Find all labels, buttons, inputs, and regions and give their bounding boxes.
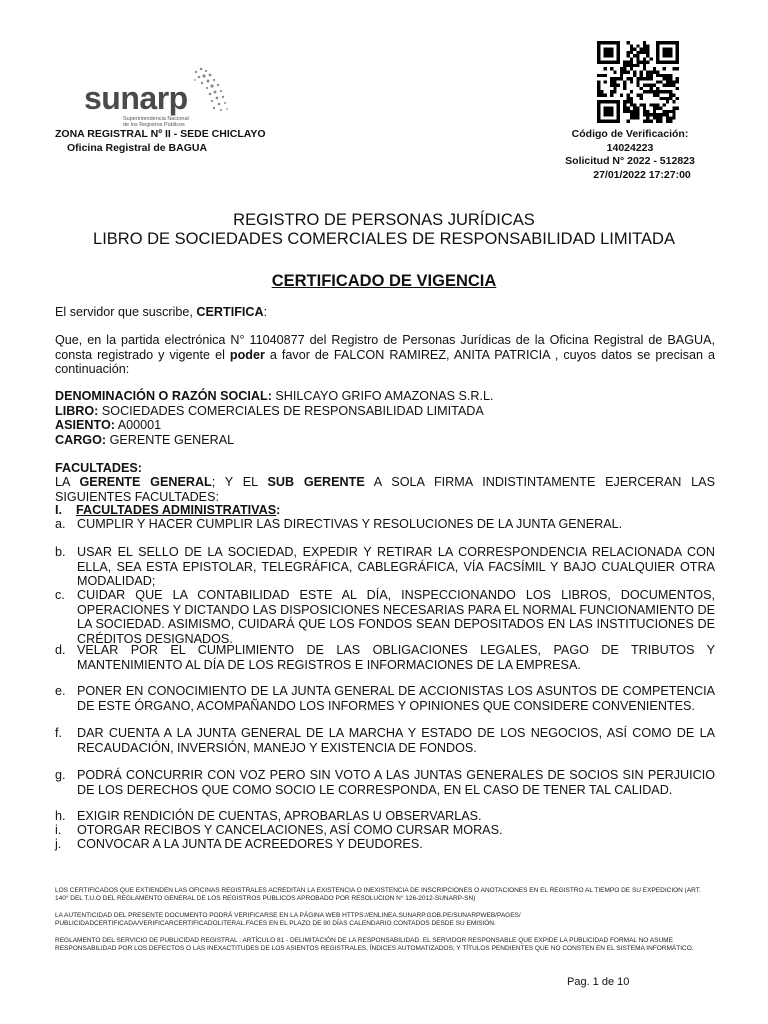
list-item	[55, 684, 715, 713]
field-label: LIBRO:	[55, 403, 99, 418]
item-text: PODRÁ CONCURRIR CON VOZ PERO SIN VOTO A LAS JUNTAS GENERALES DE SOCIOS SIN PERJUICIO DE LOS DERECHOS QUE COMO SOCIO LE CORRESPONDA, EN EL CASO DE TENER TAL CALIDAD.	[77, 768, 715, 797]
page-number: Pag. 1 de 10	[567, 976, 630, 988]
item-marker: c.	[55, 588, 65, 602]
item-text: DAR CUENTA A LA JUNTA GENERAL DE LA MARCHA Y ESTADO DE LOS NEGOCIOS, ASÍ COMO DE LA RECAUDACIÓN, INVERSIÓN, MANEJO Y EXISTENCIA DE FONDOS.	[77, 726, 715, 755]
poder-word: poder	[229, 347, 265, 362]
list-item	[55, 726, 715, 755]
solicitud-number: Solicitud N° 2022 - 512823	[565, 155, 695, 167]
item-marker: i.	[55, 823, 62, 837]
item-text: CUMPLIR Y HACER CUMPLIR LAS DIRECTIVAS Y RESOLUCIONES DE LA JUNTA GENERAL.	[77, 517, 623, 531]
sub-gerente-bold: SUB GERENTE	[267, 475, 365, 489]
field-label: CARGO:	[55, 432, 107, 447]
que-paragraph	[55, 333, 715, 377]
sunarp-logo	[84, 66, 234, 126]
item-marker: b.	[55, 545, 66, 559]
item-text: EXIGIR RENDICIÓN DE CUENTAS, APROBARLAS U OBSERVARLAS.	[77, 809, 482, 823]
qr-code-icon	[597, 41, 679, 123]
footer-note-certificados: LOS CERTIFICADOS QUE EXTIENDEN LAS OFICINAS REGISTRALES ACREDITAN LA EXISTENCIA O INEXISTENCIA DE INSCRIPCIONES O ANOTACIONES EN EL REGISTRO AL TIEMPO DE SU EXPEDICION (ART. 140° DEL T.U.O DEL REGLAMENTO GENERAL DE LOS REGISTROS PUBLICOS APROBADO POR RESOLUCION N° 126-2012-SUNARP-SN)	[55, 887, 701, 902]
list-item	[55, 768, 715, 797]
footer-note-reglamento: REGLAMENTO DEL SERVICIO DE PUBLICIDAD REGISTRAL : ARTÍCULO 81 - DELIMITACIÓN DE LA RESPONSABILIDAD. EL SERVIDOR RESPONSABLE QUE EXPIDE LA PUBLICIDAD FORMAL NO ASUME RESPONSABILIDAD POR LOS DEFECTOS O LAS INEXACTITUDES DE LOS ASIENTOS REGISTRALES, ÍNDICES AUTOMATIZADOS, Y TÍTULOS PENDIENTES QUE NO CONSTEN EN EL SISTEMA INFORMÁTICO.	[55, 937, 694, 952]
field-value: GERENTE GENERAL	[106, 432, 235, 447]
field-value: SOCIEDADES COMERCIALES DE RESPONSABILIDAD LIMITADA	[98, 403, 484, 418]
field-cargo	[55, 433, 715, 448]
facultades-text: LA	[55, 475, 80, 489]
list-item	[55, 837, 715, 852]
item-marker: d.	[55, 643, 66, 657]
list-item	[55, 545, 715, 589]
registry-title: REGISTRO DE PERSONAS JURÍDICAS	[233, 211, 535, 229]
que-text-end: a favor de FALCON RAMIREZ, ANITA PATRICIA , cuyos datos se precisan a continuación:	[55, 347, 715, 376]
field-label: ASIENTO:	[55, 418, 115, 432]
logo-dots-icon	[192, 66, 234, 116]
que-text-start: Que, en la partida electrónica N° 11040877 del Registro de Personas Jurídicas de la Oficina Registral de BAGUA, consta registrado y vigente el	[55, 333, 715, 362]
gerente-general-bold: GERENTE GENERAL	[79, 475, 212, 489]
item-text: CUIDAR QUE LA CONTABILIDAD ESTE AL DÍA, INSPECCIONANDO LOS LIBROS, DOCUMENTOS, OPERACIONES Y DICTANDO LAS DISPOSICIONES NECESARIAS PARA EL NORMAL FUNCIONAMIENTO DE LA SOCIEDAD. ASIMISMO, CUIDARÁ QUE LOS FONDOS SEAN DEPOSITADOS EN LAS INSTITUCIONES DE CRÉDITOS DESIGNADOS.	[77, 588, 715, 646]
section-heading	[55, 503, 715, 518]
item-marker: a.	[55, 517, 66, 531]
servidor-text: El servidor que suscribe,	[55, 305, 197, 319]
item-marker: j.	[55, 837, 62, 851]
certificate-title: CERTIFICADO DE VIGENCIA	[271, 272, 497, 290]
field-value: A00001	[114, 418, 162, 432]
field-denominacion	[55, 389, 715, 404]
logo-subtitle: Superintendencia Nacional de los Registros Públicos	[123, 116, 189, 128]
facultades-label: FACULTADES:	[55, 461, 142, 475]
item-marker: g.	[55, 768, 66, 782]
list-item	[55, 823, 715, 838]
verification-block	[540, 128, 720, 182]
item-marker: h.	[55, 809, 66, 823]
item-text: PONER EN CONOCIMIENTO DE LA JUNTA GENERAL DE ACCIONISTAS LOS ASUNTOS DE COMPETENCIA DE ESTE ÓRGANO, ACOMPAÑANDO LOS INFORMES Y OPINIONES QUE CONSIDERE CONVENIENTES.	[77, 684, 715, 713]
field-asiento	[55, 418, 715, 433]
fields-block	[55, 389, 715, 447]
section-colon: :	[276, 503, 281, 517]
item-marker: e.	[55, 684, 66, 698]
book-title: LIBRO DE SOCIEDADES COMERCIALES DE RESPONSABILIDAD LIMITADA	[93, 230, 675, 248]
field-value: SHILCAYO GRIFO AMAZONAS S.R.L.	[271, 389, 494, 403]
verification-code: 14024223	[606, 141, 654, 154]
servidor-colon: :	[263, 305, 268, 319]
certifica-word: CERTIFICA	[196, 305, 264, 319]
list-item	[55, 517, 715, 532]
field-libro	[55, 404, 715, 419]
facultades-intro	[55, 475, 715, 504]
facultades-heading	[55, 461, 715, 476]
zona-registral: ZONA REGISTRAL Nº II - SEDE CHICLAYO	[55, 128, 266, 140]
issue-datetime: 27/01/2022 17:27:00	[593, 168, 691, 181]
section-marker: I.	[55, 503, 62, 517]
section-title: FACULTADES ADMINISTRATIVAS	[76, 503, 277, 517]
item-marker: f.	[55, 726, 62, 740]
facultades-text: ; Y EL	[211, 475, 268, 489]
list-item	[55, 588, 715, 646]
logo-wordmark: sunarp	[84, 80, 188, 116]
list-item	[55, 643, 715, 672]
item-text: VELAR POR EL CUMPLIMIENTO DE LAS OBLIGACIONES LEGALES, PAGO DE TRIBUTOS Y MANTENIMIENTO AL DÍA DE LOS REGISTROS E INFORMACIONES DE LA EMPRESA.	[77, 643, 715, 672]
item-text: OTORGAR RECIBOS Y CANCELACIONES, ASÍ COMO CURSAR MORAS.	[77, 823, 503, 837]
facultades-text: A SOLA FIRMA INDISTINTAMENTE EJERCERAN LAS SIGUIENTES FACULTADES:	[55, 475, 715, 504]
verification-label: Código de Verificación:	[571, 128, 689, 140]
servidor-line	[55, 305, 715, 320]
item-text: CONVOCAR A LA JUNTA DE ACREEDORES Y DEUDORES.	[77, 837, 423, 851]
footer-note-autenticidad: LA AUTENTICIDAD DEL PRESENTE DOCUMENTO PODRÁ VERIFICARSE EN LA PÁGINA WEB HTTPS://ENLINEA.SUNARP.GOB.PE/SUNARPWEB/PAGES/ PUBLICIDADCERTIFICADA/VERIFICARCERTIFICADOLITERAL.FACES EN EL PLAZO DE 90 DÍAS CALENDARIO CONTADOS DESDE SU EMISIÓN.	[55, 912, 521, 927]
item-text: USAR EL SELLO DE LA SOCIEDAD, EXPEDIR Y RETIRAR LA CORRESPONDENCIA RELACIONADA CON ELLA, SEA ESTA EPISTOLAR, TELEGRÁFICA, CABLEGRÁFICA, VÍA FACSÍMIL Y BAJO CUALQUIER OTRA MODALIDAD;	[77, 545, 715, 588]
list-item	[55, 809, 715, 824]
field-label: DENOMINACIÓN O RAZÓN SOCIAL:	[55, 389, 272, 403]
oficina-registral: Oficina Registral de BAGUA	[67, 142, 208, 154]
